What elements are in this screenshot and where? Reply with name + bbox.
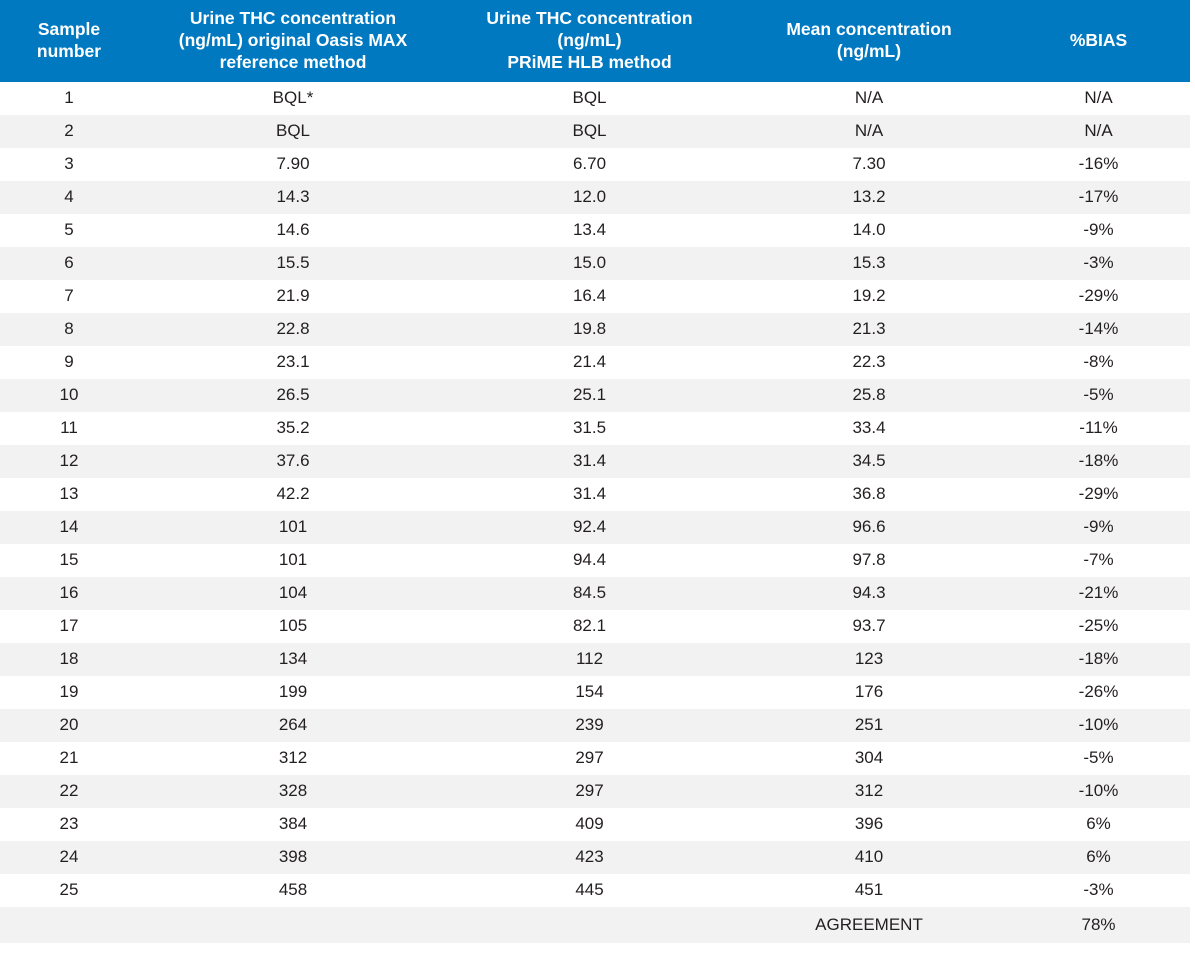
cell-mean-concentration: 34.5 — [731, 445, 1007, 478]
cell-sample-number: 20 — [0, 709, 138, 742]
cell-reference-method: 14.6 — [138, 214, 448, 247]
table-row — [0, 775, 1190, 808]
cell-prime-hlb-method: 297 — [448, 742, 731, 775]
cell-sample-number: 5 — [0, 214, 138, 247]
cell-reference-method: 37.6 — [138, 445, 448, 478]
cell-sample-number: 16 — [0, 577, 138, 610]
cell-sample-number: 10 — [0, 379, 138, 412]
cell-prime-hlb-method: 6.70 — [448, 148, 731, 181]
cell-mean-concentration: 7.30 — [731, 148, 1007, 181]
table-row — [0, 643, 1190, 676]
cell-reference-method: 7.90 — [138, 148, 448, 181]
cell-prime-hlb-method: 82.1 — [448, 610, 731, 643]
cell-sample-number: 13 — [0, 478, 138, 511]
header-line: number — [36, 40, 102, 61]
table-row — [0, 544, 1190, 577]
cell-reference-method: 15.5 — [138, 247, 448, 280]
cell-sample-number: 19 — [0, 676, 138, 709]
cell-prime-hlb-method: 445 — [448, 874, 731, 907]
cell-reference-method: 312 — [138, 742, 448, 775]
cell-percent-bias: -3% — [1007, 874, 1190, 907]
cell-percent-bias: -16% — [1007, 148, 1190, 181]
cell-prime-hlb-method: 239 — [448, 709, 731, 742]
cell-sample-number: 6 — [0, 247, 138, 280]
cell-mean-concentration: 97.8 — [731, 544, 1007, 577]
empty-cell — [0, 907, 138, 943]
cell-prime-hlb-method: 297 — [448, 775, 731, 808]
cell-percent-bias: -8% — [1007, 346, 1190, 379]
cell-mean-concentration: N/A — [731, 115, 1007, 148]
cell-mean-concentration: 19.2 — [731, 280, 1007, 313]
cell-percent-bias: -5% — [1007, 742, 1190, 775]
cell-reference-method: 104 — [138, 577, 448, 610]
cell-sample-number: 8 — [0, 313, 138, 346]
cell-mean-concentration: 176 — [731, 676, 1007, 709]
cell-percent-bias: -9% — [1007, 511, 1190, 544]
header-line: Mean concentration — [786, 18, 952, 39]
cell-mean-concentration: 123 — [731, 643, 1007, 676]
cell-sample-number: 7 — [0, 280, 138, 313]
table-row — [0, 379, 1190, 412]
cell-percent-bias: -7% — [1007, 544, 1190, 577]
cell-reference-method: 134 — [138, 643, 448, 676]
cell-reference-method: 101 — [138, 511, 448, 544]
cell-prime-hlb-method: 16.4 — [448, 280, 731, 313]
cell-prime-hlb-method: 31.4 — [448, 445, 731, 478]
table-row — [0, 478, 1190, 511]
header-line: (ng/mL) original Oasis MAX — [178, 29, 408, 50]
table-row — [0, 115, 1190, 148]
header-line: reference method — [219, 51, 367, 72]
table-row — [0, 445, 1190, 478]
header-row — [0, 0, 1190, 82]
empty-cell — [448, 907, 731, 943]
agreement-label: AGREEMENT — [731, 907, 1007, 943]
cell-mean-concentration: N/A — [731, 82, 1007, 115]
table-row — [0, 247, 1190, 280]
cell-percent-bias: -10% — [1007, 709, 1190, 742]
column-header-mean-concentration — [731, 0, 1007, 82]
table-row — [0, 346, 1190, 379]
cell-percent-bias: -9% — [1007, 214, 1190, 247]
table-row — [0, 511, 1190, 544]
cell-percent-bias: -25% — [1007, 610, 1190, 643]
cell-prime-hlb-method: 84.5 — [448, 577, 731, 610]
cell-percent-bias: -11% — [1007, 412, 1190, 445]
agreement-value: 78% — [1007, 907, 1190, 943]
empty-cell — [138, 907, 448, 943]
cell-percent-bias: -26% — [1007, 676, 1190, 709]
cell-percent-bias: -17% — [1007, 181, 1190, 214]
agreement-row — [0, 907, 1190, 943]
cell-sample-number: 12 — [0, 445, 138, 478]
column-header-percent-bias — [1007, 0, 1190, 82]
cell-percent-bias: N/A — [1007, 82, 1190, 115]
table-row — [0, 313, 1190, 346]
cell-sample-number: 21 — [0, 742, 138, 775]
cell-mean-concentration: 96.6 — [731, 511, 1007, 544]
cell-sample-number: 24 — [0, 841, 138, 874]
cell-percent-bias: -10% — [1007, 775, 1190, 808]
table-header — [0, 0, 1190, 82]
cell-prime-hlb-method: 94.4 — [448, 544, 731, 577]
cell-sample-number: 2 — [0, 115, 138, 148]
cell-mean-concentration: 33.4 — [731, 412, 1007, 445]
cell-reference-method: BQL — [138, 115, 448, 148]
header-line: (ng/mL) — [836, 40, 902, 61]
table-row — [0, 742, 1190, 775]
header-line: (ng/mL) — [557, 29, 622, 50]
cell-mean-concentration: 251 — [731, 709, 1007, 742]
cell-prime-hlb-method: 112 — [448, 643, 731, 676]
cell-prime-hlb-method: BQL — [448, 115, 731, 148]
cell-reference-method: 42.2 — [138, 478, 448, 511]
cell-percent-bias: 6% — [1007, 841, 1190, 874]
column-header-sample-number — [0, 0, 138, 82]
table-row — [0, 709, 1190, 742]
cell-percent-bias: -3% — [1007, 247, 1190, 280]
header-line: PRiME HLB method — [507, 51, 672, 72]
cell-percent-bias: 6% — [1007, 808, 1190, 841]
table-row — [0, 148, 1190, 181]
cell-reference-method: 458 — [138, 874, 448, 907]
cell-mean-concentration: 396 — [731, 808, 1007, 841]
table-row — [0, 841, 1190, 874]
header-line: Urine THC concentration — [189, 8, 397, 28]
cell-reference-method: 101 — [138, 544, 448, 577]
cell-mean-concentration: 13.2 — [731, 181, 1007, 214]
cell-sample-number: 17 — [0, 610, 138, 643]
cell-prime-hlb-method: BQL — [448, 82, 731, 115]
table-row — [0, 610, 1190, 643]
cell-reference-method: 14.3 — [138, 181, 448, 214]
cell-percent-bias: -18% — [1007, 445, 1190, 478]
cell-reference-method: 199 — [138, 676, 448, 709]
cell-sample-number: 14 — [0, 511, 138, 544]
table-row — [0, 181, 1190, 214]
cell-mean-concentration: 410 — [731, 841, 1007, 874]
cell-prime-hlb-method: 154 — [448, 676, 731, 709]
table-row — [0, 676, 1190, 709]
cell-sample-number: 22 — [0, 775, 138, 808]
cell-prime-hlb-method: 31.5 — [448, 412, 731, 445]
cell-sample-number: 9 — [0, 346, 138, 379]
cell-prime-hlb-method: 92.4 — [448, 511, 731, 544]
cell-percent-bias: -29% — [1007, 478, 1190, 511]
cell-percent-bias: -14% — [1007, 313, 1190, 346]
cell-prime-hlb-method: 21.4 — [448, 346, 731, 379]
cell-prime-hlb-method: 19.8 — [448, 313, 731, 346]
cell-sample-number: 1 — [0, 82, 138, 115]
cell-prime-hlb-method: 423 — [448, 841, 731, 874]
cell-percent-bias: -29% — [1007, 280, 1190, 313]
cell-reference-method: 105 — [138, 610, 448, 643]
cell-mean-concentration: 304 — [731, 742, 1007, 775]
table-row — [0, 874, 1190, 907]
cell-percent-bias: -18% — [1007, 643, 1190, 676]
cell-percent-bias: -21% — [1007, 577, 1190, 610]
column-header-prime-hlb-method — [448, 0, 731, 82]
header-line: Urine THC concentration — [486, 8, 693, 28]
cell-sample-number: 18 — [0, 643, 138, 676]
cell-prime-hlb-method: 12.0 — [448, 181, 731, 214]
table-row — [0, 412, 1190, 445]
cell-reference-method: 26.5 — [138, 379, 448, 412]
cell-mean-concentration: 14.0 — [731, 214, 1007, 247]
cell-sample-number: 3 — [0, 148, 138, 181]
cell-prime-hlb-method: 13.4 — [448, 214, 731, 247]
header-line: %BIAS — [1069, 29, 1128, 50]
cell-reference-method: 264 — [138, 709, 448, 742]
cell-prime-hlb-method: 409 — [448, 808, 731, 841]
column-header-reference-method — [138, 0, 448, 82]
cell-sample-number: 15 — [0, 544, 138, 577]
cell-mean-concentration: 22.3 — [731, 346, 1007, 379]
cell-reference-method: 398 — [138, 841, 448, 874]
cell-mean-concentration: 15.3 — [731, 247, 1007, 280]
cell-sample-number: 11 — [0, 412, 138, 445]
table-row — [0, 577, 1190, 610]
cell-mean-concentration: 21.3 — [731, 313, 1007, 346]
cell-prime-hlb-method: 25.1 — [448, 379, 731, 412]
cell-reference-method: 22.8 — [138, 313, 448, 346]
table-row — [0, 280, 1190, 313]
cell-prime-hlb-method: 15.0 — [448, 247, 731, 280]
table-row — [0, 808, 1190, 841]
cell-mean-concentration: 93.7 — [731, 610, 1007, 643]
cell-reference-method: BQL* — [138, 82, 448, 115]
cell-sample-number: 23 — [0, 808, 138, 841]
cell-sample-number: 4 — [0, 181, 138, 214]
cell-reference-method: 21.9 — [138, 280, 448, 313]
cell-mean-concentration: 451 — [731, 874, 1007, 907]
cell-mean-concentration: 94.3 — [731, 577, 1007, 610]
cell-sample-number: 25 — [0, 874, 138, 907]
cell-reference-method: 35.2 — [138, 412, 448, 445]
header-line: Sample — [37, 18, 101, 39]
table-row — [0, 214, 1190, 247]
cell-mean-concentration: 25.8 — [731, 379, 1007, 412]
cell-reference-method: 23.1 — [138, 346, 448, 379]
cell-prime-hlb-method: 31.4 — [448, 478, 731, 511]
cell-mean-concentration: 36.8 — [731, 478, 1007, 511]
cell-percent-bias: -5% — [1007, 379, 1190, 412]
cell-reference-method: 328 — [138, 775, 448, 808]
cell-reference-method: 384 — [138, 808, 448, 841]
cell-percent-bias: N/A — [1007, 115, 1190, 148]
cell-mean-concentration: 312 — [731, 775, 1007, 808]
table-body — [0, 82, 1190, 943]
table-row — [0, 82, 1190, 115]
